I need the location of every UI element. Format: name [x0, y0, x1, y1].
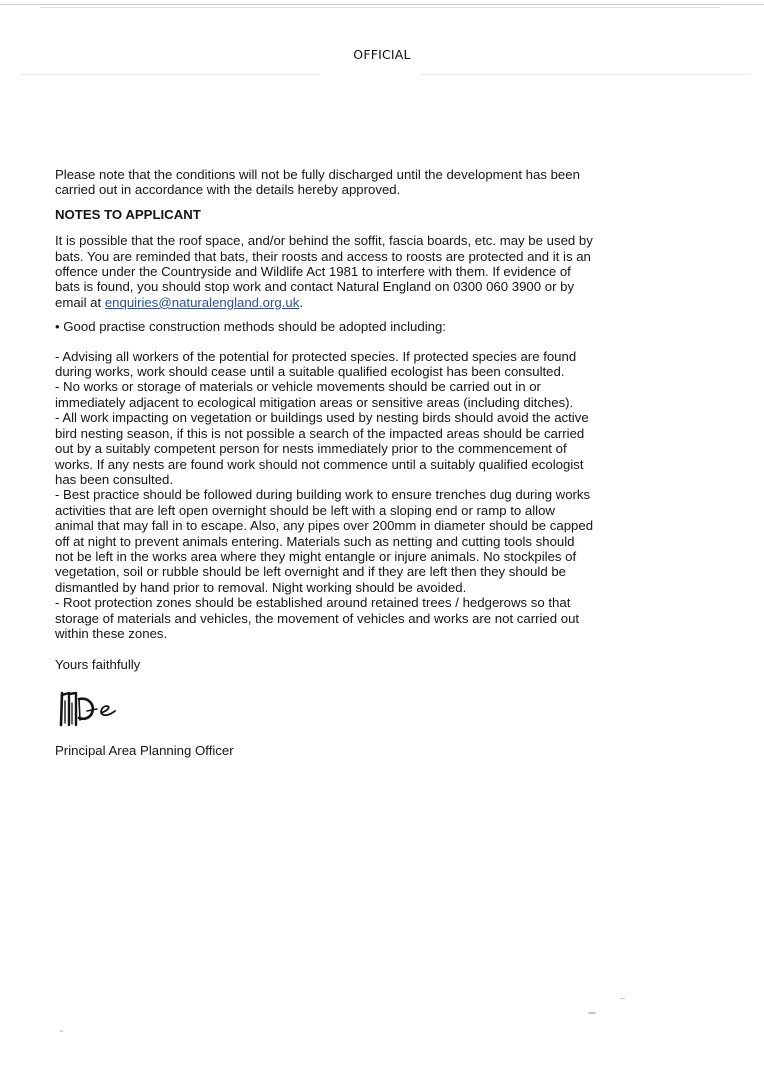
scan-artifact: [20, 74, 320, 75]
scan-speck: [60, 1030, 63, 1032]
scan-artifact: [420, 74, 750, 75]
practise-bullet: • Good practise construction methods should be adopted including:: [55, 319, 446, 335]
scan-speck: [588, 1012, 596, 1014]
scan-top-edge: [0, 0, 764, 14]
natural-england-email-link[interactable]: enquiries@naturalengland.org.uk: [104, 294, 300, 310]
conditions-note: Please note that the conditions will not be fully discharged until the development has been carried out in accordance with the details hereby approved.: [55, 167, 580, 198]
measure-item: - Advising all workers of the potential for protected species. If protected species are found during works, work should cease until a suitable qualified ecologist has been consulted.: [55, 348, 577, 380]
measure-item: - Best practice should be followed during building work to ensure trenches dug during works activities that are left open overnight should be left with a sloping end or ramp to allow animal that may fall in to escape. Also, any pipes over 200mm in diameter should be capped off at night to prevent animals entering. Materials such as netting and cutting tools should not be left in the works area where they might entangle or injure animals. No stockpiles of vegetation, soil or rubble should be left overnight and if they are left then they should be dismantled by hand prior to removal. Night working should be avoided.: [55, 487, 594, 595]
signatory-title: Principal Area Planning Officer: [55, 742, 234, 758]
security-marking: OFFICIAL: [353, 47, 411, 62]
handwritten-signature-icon: [57, 687, 123, 729]
letter-body: [55, 167, 595, 758]
measure-item: - Root protection zones should be established around retained trees / hedgerows so that storage of materials and vehicles, the movement of vehicles and works are not carried out within these zones.: [55, 595, 580, 641]
scan-speck: [620, 998, 625, 999]
scan-line: [0, 4, 764, 5]
measure-item: - All work impacting on vegetation or buildings used by nesting birds should avoid the active bird nesting season, if this is not possible a search of the impacted areas should be carried out by a suitably competent person for nests immediately prior to the commencement of works. If any nests are found work should not commence until a suitably qualified ecologist has been consulted.: [55, 410, 589, 487]
scan-line: [40, 7, 720, 8]
notes-heading: NOTES TO APPLICANT: [55, 206, 201, 222]
closing-salutation: Yours faithfully: [55, 657, 141, 673]
bats-text-end: .: [299, 294, 303, 310]
measure-item: - No works or storage of materials or vehicle movements should be carried out in or immediately adjacent to ecological mitigation areas or sensitive areas (including ditches).: [55, 379, 574, 410]
bats-text: It is possible that the roof space, and/or behind the soffit, fascia boards, etc. may be used by bats. You are reminded that bats, their roosts and access to roosts are protected and it is an offence under the Countryside and Wildlife Act 1981 to interfere with them. If evidence of bats is found, you should stop work and contact Natural England on 0300 060 3900 or by email at: [55, 233, 593, 310]
bats-paragraph: [55, 233, 595, 310]
